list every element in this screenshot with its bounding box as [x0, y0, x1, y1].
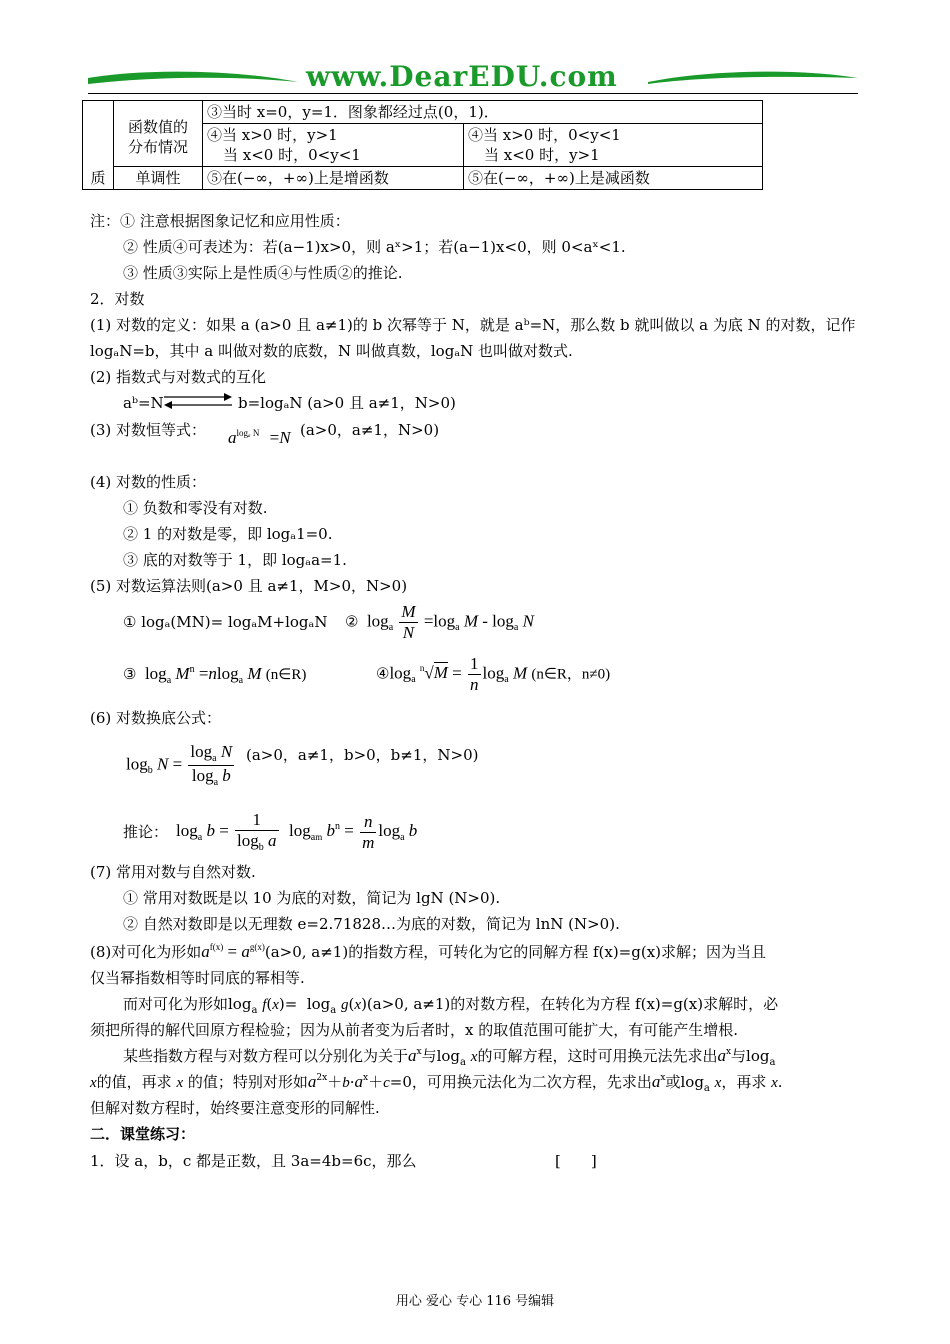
identity-title: (3) 对数恒等式：: [90, 421, 207, 439]
rules-title: (5) 对数运算法则(a>0 且 a≠1，M>0，N>0): [90, 577, 408, 595]
property-2: ② 1 的对数是零，即 logₐ1=0.: [123, 525, 333, 543]
rule2-numerator: M: [401, 602, 416, 621]
section-title-log: 2．对数: [90, 290, 145, 308]
conversion-title: (2) 指数式与对数式的互化: [90, 368, 267, 386]
para10-c: 但解对数方程时，始终要注意变形的同解性.: [90, 1099, 380, 1117]
note-3: ③ 性质③实际上是性质④与性质②的推论.: [123, 264, 403, 282]
change-base-title: (6) 对数换底公式：: [90, 709, 222, 727]
rule-1: ① logₐ(MN)= logₐM+logₐN: [123, 613, 328, 631]
question-1: 1．设 a，b，c 都是正数，且 3a=4b=6c，那么: [90, 1152, 417, 1170]
table-cell-row1: ③当时 x=0，y=1．图象都经过点(0，1)．: [203, 101, 763, 124]
double-arrow-icon: [162, 391, 234, 411]
property-1: ① 负数和零没有对数.: [123, 499, 268, 517]
common-log-title: (7) 常用对数与自然对数.: [90, 863, 256, 881]
property-3: ③ 底的对数等于 1，即 logₐa=1.: [123, 551, 347, 569]
properties-title: (4) 对数的性质：: [90, 473, 207, 491]
site-logo: www.DearEDU.com: [306, 60, 618, 93]
table-cell-row3-right: ⑤在(−∞，+∞)上是减函数: [464, 167, 763, 190]
row-label-monotonic: 单调性: [114, 167, 203, 190]
para9-b: 须把所得的解代回原方程检验；因为从前者变为后者时，x 的取值范围可能扩大，有可能产生增根.: [90, 1021, 739, 1039]
cell-line: ④当 x>0 时，0<y<1: [468, 126, 621, 144]
log-definition-a: (1) 对数的定义：如果 a (a>0 且 a≠1)的 b 次幂等于 N，就是 aᵇ=N，那么数 b 就叫做以 a 为底 N 的对数，记作: [90, 316, 856, 334]
header-banner: [88, 62, 858, 98]
page-footer: 用心 爱心 专心 116 号编辑: [395, 1294, 555, 1309]
note-1: 注：① 注意根据图象记忆和应用性质：: [90, 212, 350, 230]
table-cell-row2-right: [464, 124, 763, 167]
para10-a: 某些指数方程与对数方程可以分别化为关于$a^x$与$\log_a x$的可解方程，这时可用换元法先求出$a^x$与$\log_a$: [123, 1046, 776, 1068]
rule-2: ② $\log_a$ $\frac{M}{N}$ $=\log_a$ M - $\log_a N$: [345, 602, 534, 642]
para8-b: 仅当幂指数相等时同底的幂相等.: [90, 969, 305, 987]
cell-line: 当 x<0 时，0<y<1: [223, 146, 361, 164]
conversion-left: aᵇ=N: [123, 394, 164, 412]
cell-line: ④当 x>0 时，y>1: [207, 126, 338, 144]
change-base-condition: (a>0，a≠1，b>0，b≠1，N>0): [246, 746, 479, 764]
para9-a: 而对可化为形如$\log_a f(x)= \log_a g(x)(a>0$, a≠1)的对数方程，在转化为方程 f(x)=g(x)求解时，必: [123, 995, 779, 1016]
note-2: ② 性质④可表述为：若(a−1)x>0，则 aˣ>1；若(a−1)x<0，则 0<aˣ<1.: [123, 238, 626, 256]
properties-table: [82, 100, 763, 190]
identity-condition: (a>0，a≠1，N>0): [300, 421, 440, 439]
swoosh-right: [648, 68, 858, 90]
rule3-condition: (n∈R): [265, 667, 307, 683]
table-cell-row2-left: [203, 124, 464, 167]
corollary-label: 推论：: [123, 823, 169, 841]
rule-4: $④\log_a$ $^n$√M = $\frac{1}{n}$ $\log_a M$ (n∈R，n≠0): [376, 654, 611, 694]
identity-formula: $a^{log_a N} =N$: [228, 428, 291, 447]
exercise-section-title: 二．课堂练习：: [90, 1125, 196, 1143]
table-side-label: 质: [83, 101, 114, 190]
rule4-denominator: n: [470, 675, 479, 694]
conversion-right: b=logₐN (a>0 且 a≠1，N>0): [238, 394, 456, 412]
rule2-denominator: N: [402, 623, 415, 642]
row-label-distribution: 函数值的 分布情况: [114, 101, 203, 167]
log-definition-b: logₐN=b，其中 a 叫做对数的底数，N 叫做真数，logₐN 也叫做对数式.: [90, 342, 573, 360]
para10-b: x的值，再求 x 的值；特别对形如$a^{2x}+b\cdot a^x+c=0$，可用换元法化为二次方程，先求出$a^x$或$\log_a x$，再求 x.: [90, 1072, 783, 1094]
table-cell-row3-left: ⑤在(−∞，+∞)上是增函数: [203, 167, 464, 190]
rule-3: ③ $\log_a M^n =nlog_a$ M (n∈R): [123, 664, 307, 686]
answer-bracket[interactable]: [ ]: [555, 1152, 597, 1170]
common-log-2: ② 自然对数即是以无理数 e=2.71828…为底的对数，简记为 lnN (N>0).: [123, 915, 620, 933]
common-log-1: ① 常用对数既是以 10 为底的对数，简记为 lgN (N>0).: [123, 889, 501, 907]
rule4-numerator: 1: [470, 654, 479, 673]
cell-line: 当 x<0 时，y>1: [484, 146, 600, 164]
header-rule: [88, 93, 858, 94]
para8-a: (8)对可化为形如$a^{f(x)} = a^{g(x)}(a>0$, a≠1)的指数方程，可转化为它的同解方程 f(x)=g(x)求解；因为当且: [90, 942, 767, 961]
change-base-formula: $\log_b N$ = $\frac{\log_a N}{\log_a b}$: [126, 742, 233, 788]
rule4-condition: (n∈R，n≠0): [531, 666, 611, 683]
corollary-formula: $\log_a b$ = $\frac{1}{\log_b a}$ $\log_{am} b^n$ = $\frac{n}{m}$ $\log_a b$: [176, 810, 418, 853]
swoosh-left: [88, 68, 298, 90]
